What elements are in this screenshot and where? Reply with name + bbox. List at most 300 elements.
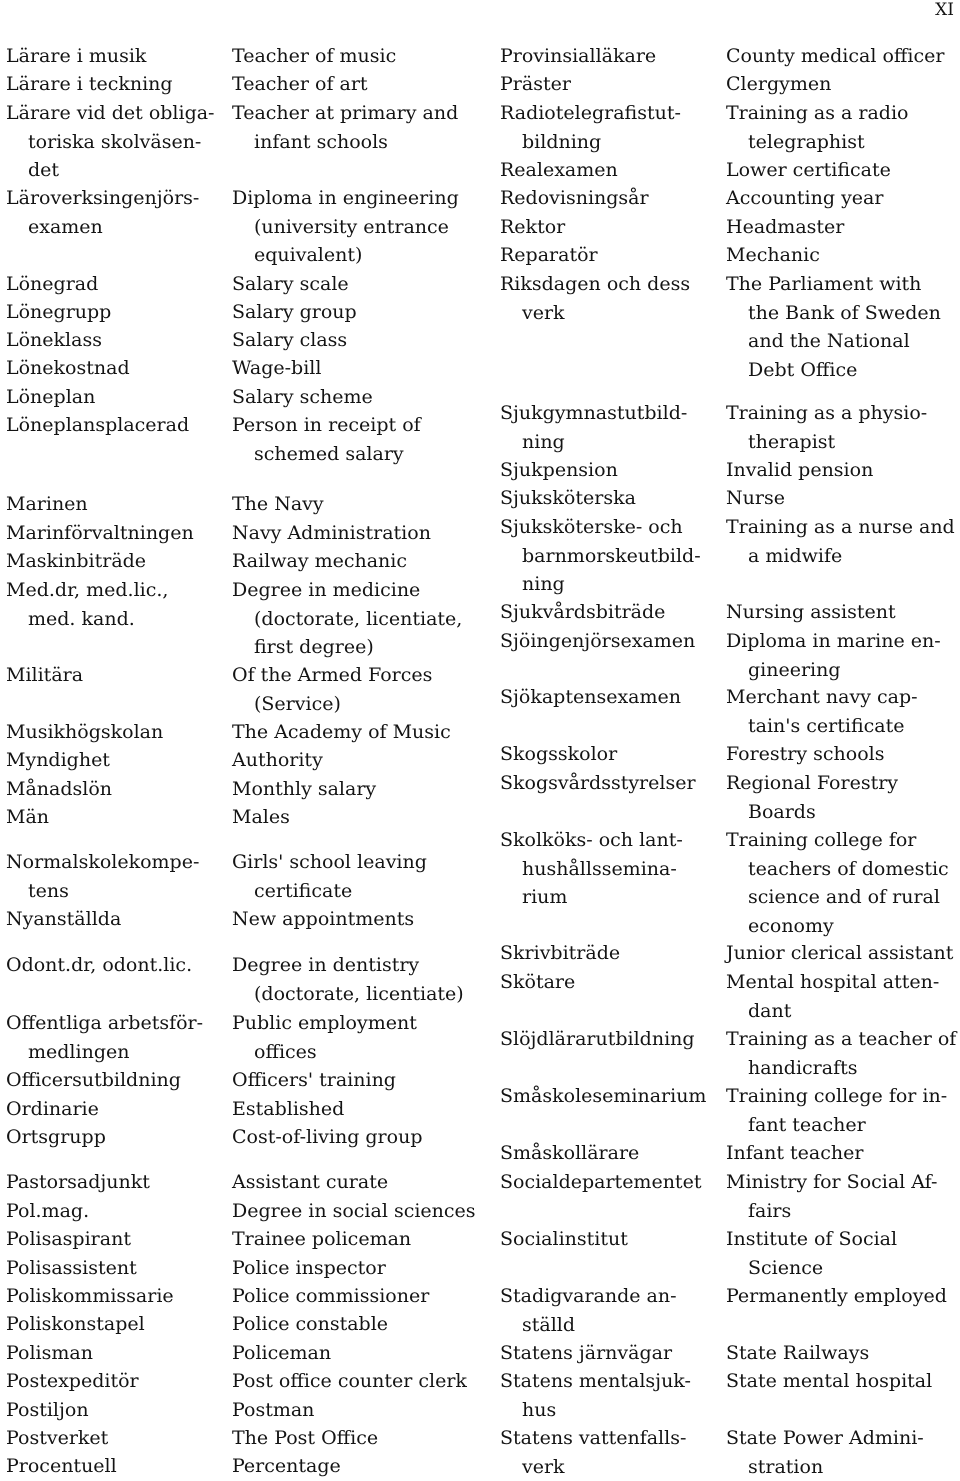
english-translation-entry xyxy=(726,513,955,570)
english-translation-entry xyxy=(232,383,373,412)
entry-line: Diploma in marine en- xyxy=(726,630,941,652)
entry-line: Marinförvaltningen xyxy=(6,522,194,544)
entry-line: Percentage xyxy=(232,1455,341,1477)
entry-line: Person in receipt of xyxy=(232,414,421,436)
swedish-term-entry xyxy=(6,1095,99,1124)
swedish-term-entry xyxy=(6,519,194,548)
entry-line: Railway mechanic xyxy=(232,550,408,572)
swedish-term-entry xyxy=(500,513,701,599)
entry-line: Poliskommissarie xyxy=(6,1285,174,1307)
swedish-term-entry xyxy=(6,576,168,633)
english-translation-entry xyxy=(726,939,953,968)
english-translation-entry xyxy=(726,1367,932,1396)
english-translation-entry xyxy=(232,270,349,299)
entry-line: Postman xyxy=(232,1399,315,1421)
swedish-term-entry xyxy=(500,769,696,798)
entry-continuation-line: fant teacher xyxy=(748,1113,866,1136)
swedish-term-entry xyxy=(500,627,695,656)
swedish-term-entry xyxy=(500,42,656,71)
entry-line: Police commissioner xyxy=(232,1285,430,1307)
swedish-term-entry xyxy=(6,951,192,980)
entry-continuation-line: Boards xyxy=(748,800,816,823)
english-translation-entry xyxy=(726,241,820,270)
entry-continuation-line: certificate xyxy=(254,879,353,902)
entry-line: Wage-bill xyxy=(232,357,322,379)
swedish-term-entry xyxy=(6,803,49,832)
entry-line: Riksdagen och dess xyxy=(500,273,691,295)
swedish-term-entry xyxy=(6,1452,117,1481)
english-translation-entry xyxy=(232,326,347,355)
english-translation-entry xyxy=(726,627,941,684)
entry-continuation-line: the Bank of Sweden xyxy=(748,301,941,324)
entry-line: State Railways xyxy=(726,1342,870,1364)
english-translation-entry xyxy=(726,1424,924,1481)
swedish-term-entry xyxy=(6,1282,174,1311)
swedish-term-entry xyxy=(500,1168,701,1197)
entry-line: Ministry for Social Af- xyxy=(726,1171,938,1193)
swedish-term-entry xyxy=(6,1424,108,1453)
entry-line: Skolköks- och lant- xyxy=(500,829,683,851)
english-translation-entry xyxy=(232,1066,396,1095)
entry-continuation-line: hushållssemina- xyxy=(522,857,677,880)
entry-line: Diploma in engineering xyxy=(232,187,459,209)
entry-continuation-line: tain's certificate xyxy=(748,714,905,737)
english-translation-entry xyxy=(726,99,909,156)
english-translation-entry xyxy=(232,848,427,905)
entry-line: Redovisningsår xyxy=(500,187,649,209)
entry-continuation-line: a midwife xyxy=(748,544,843,567)
entry-line: Skrivbiträde xyxy=(500,942,621,964)
entry-continuation-line: Science xyxy=(748,1256,824,1279)
english-translation-entry xyxy=(726,826,949,940)
entry-line: Training as a teacher of xyxy=(726,1028,957,1050)
entry-continuation-line: verk xyxy=(522,301,565,324)
entry-continuation-line: economy xyxy=(748,914,834,937)
entry-line: Salary scheme xyxy=(232,386,373,408)
entry-line: Sjuksköterske- och xyxy=(500,516,683,538)
entry-line: Polisassistent xyxy=(6,1257,137,1279)
english-translation-entry xyxy=(232,1339,331,1368)
english-translation-entry xyxy=(232,1396,314,1425)
entry-line: Radiotelegrafistut- xyxy=(500,102,681,124)
entry-line: Poliskonstapel xyxy=(6,1313,145,1335)
swedish-term-entry xyxy=(500,270,690,327)
english-translation-entry xyxy=(232,547,407,576)
page-number: XI xyxy=(935,0,954,20)
entry-line: Mental hospital atten- xyxy=(726,971,940,993)
entry-line: Training as a nurse and xyxy=(726,516,955,538)
swedish-term-entry xyxy=(6,383,95,412)
entry-line: Polisaspirant xyxy=(6,1228,131,1250)
entry-continuation-line: (university entrance xyxy=(254,215,449,238)
entry-continuation-line: det xyxy=(28,159,60,181)
english-translation-entry xyxy=(726,1282,947,1311)
swedish-term-entry xyxy=(500,241,598,270)
english-translation-entry xyxy=(232,576,462,662)
entry-line: Salary group xyxy=(232,301,357,323)
swedish-term-entry xyxy=(6,1009,203,1066)
english-translation-entry xyxy=(232,519,431,548)
entry-continuation-line: rium xyxy=(522,886,568,908)
entry-line: Med.dr, med.lic., xyxy=(6,579,169,601)
entry-line: Ordinarie xyxy=(6,1098,99,1120)
swedish-term-entry xyxy=(6,775,112,804)
entry-line: The Parliament with xyxy=(726,273,922,295)
entry-continuation-line: and the National xyxy=(748,330,910,352)
english-translation-entry xyxy=(232,1225,411,1254)
entry-line: Skötare xyxy=(500,971,576,993)
entry-line: Stadigvarande an- xyxy=(500,1285,677,1307)
english-translation-entry xyxy=(232,718,451,747)
english-translation-entry xyxy=(232,354,321,383)
entry-line: Teacher of music xyxy=(232,45,397,67)
english-translation-entry xyxy=(232,1123,422,1152)
english-translations-column-left xyxy=(232,0,494,1481)
entry-continuation-line: (doctorate, licentiate) xyxy=(254,982,464,1005)
entry-line: Pastorsadjunkt xyxy=(6,1171,150,1193)
entry-line: Postverket xyxy=(6,1427,109,1449)
entry-line: Forestry schools xyxy=(726,743,885,765)
swedish-term-entry xyxy=(6,718,163,747)
entry-line: Accounting year xyxy=(726,187,884,209)
entry-continuation-line: gineering xyxy=(748,658,841,681)
english-translation-entry xyxy=(726,184,883,213)
english-translation-entry xyxy=(232,1452,341,1481)
swedish-term-entry xyxy=(6,547,146,576)
entry-line: Public employment xyxy=(232,1012,417,1034)
entry-line: Sjökaptensexamen xyxy=(500,686,682,708)
swedish-term-entry xyxy=(6,270,98,299)
swedish-term-entry xyxy=(500,968,575,997)
entry-line: Degree in medicine xyxy=(232,579,421,601)
entry-line: Socialinstitut xyxy=(500,1228,628,1250)
entry-continuation-line: telegraphist xyxy=(748,130,865,153)
entry-continuation-line: equivalent) xyxy=(254,244,363,266)
swedish-term-entry xyxy=(6,1066,181,1095)
swedish-term-entry xyxy=(6,1310,145,1339)
swedish-term-entry xyxy=(6,905,121,934)
entry-line: Lärare i musik xyxy=(6,45,147,67)
english-translation-entry xyxy=(726,1339,869,1368)
swedish-term-entry xyxy=(6,70,173,99)
entry-continuation-line: science and of rural xyxy=(748,886,940,908)
swedish-term-entry xyxy=(6,661,83,690)
entry-line: Officers' training xyxy=(232,1069,396,1091)
entry-continuation-line: (Service) xyxy=(254,692,341,715)
entry-line: Teacher at primary and xyxy=(232,102,459,124)
entry-line: Authority xyxy=(232,749,323,771)
english-translations-column-right xyxy=(726,0,960,1481)
entry-line: Salary scale xyxy=(232,273,349,295)
swedish-term-entry xyxy=(6,1396,89,1425)
entry-line: Invalid pension xyxy=(726,459,874,481)
entry-line: Ortsgrupp xyxy=(6,1126,106,1148)
entry-line: Präster xyxy=(500,73,571,95)
swedish-term-entry xyxy=(500,213,565,242)
entry-line: Monthly salary xyxy=(232,778,377,800)
english-translation-entry xyxy=(232,1009,417,1066)
entry-continuation-line: toriska skolväsen- xyxy=(28,130,202,153)
entry-line: Myndighet xyxy=(6,749,110,771)
swedish-term-entry xyxy=(500,156,618,185)
swedish-term-entry xyxy=(6,1339,93,1368)
entry-continuation-line: examen xyxy=(28,215,103,238)
entry-line: Socialdepartementet xyxy=(500,1171,702,1193)
entry-line: Löneplan xyxy=(6,386,96,408)
english-translation-entry xyxy=(726,769,898,826)
entry-line: Slöjdlärarutbildning xyxy=(500,1028,695,1050)
entry-continuation-line: ställd xyxy=(522,1313,576,1336)
entry-continuation-line: infant schools xyxy=(254,130,388,153)
entry-line: Procentuell xyxy=(6,1455,117,1477)
entry-line: Infant teacher xyxy=(726,1142,864,1164)
entry-line: Reparatör xyxy=(500,244,598,266)
entry-continuation-line: med. kand. xyxy=(28,607,135,630)
entry-line: Trainee policeman xyxy=(232,1228,412,1250)
entry-line: Offentliga arbetsför- xyxy=(6,1012,204,1034)
entry-line: Pol.mag. xyxy=(6,1200,90,1222)
swedish-term-entry xyxy=(500,399,687,456)
entry-line: The Navy xyxy=(232,493,324,515)
entry-line: Clergymen xyxy=(726,73,832,95)
entry-line: Musikhögskolan xyxy=(6,721,164,743)
swedish-terms-column-left xyxy=(6,0,226,1481)
swedish-term-entry xyxy=(6,411,189,440)
entry-continuation-line: bildning xyxy=(522,130,602,153)
entry-line: Assistant curate xyxy=(232,1171,389,1193)
entry-continuation-line: offices xyxy=(254,1040,317,1063)
entry-line: The Post Office xyxy=(232,1427,379,1449)
english-translation-entry xyxy=(726,213,844,242)
entry-line: Training as a radio xyxy=(726,102,909,124)
entry-line: Established xyxy=(232,1098,345,1120)
entry-line: Lönegrupp xyxy=(6,301,112,323)
entry-line: Skogsskolor xyxy=(500,743,618,765)
english-translation-entry xyxy=(726,484,785,513)
entry-line: Normalskolekompe- xyxy=(6,851,200,873)
entry-line: Sjukpension xyxy=(500,459,618,481)
swedish-terms-column-right xyxy=(500,0,720,1481)
entry-line: Navy Administration xyxy=(232,522,431,544)
english-translation-entry xyxy=(232,951,464,1008)
entry-continuation-line: barnmorskeutbild- xyxy=(522,544,701,567)
entry-line: Rektor xyxy=(500,216,566,238)
entry-line: Löneklass xyxy=(6,329,102,351)
entry-line: State mental hospital xyxy=(726,1370,933,1392)
entry-continuation-line: ning xyxy=(522,430,565,453)
english-translation-entry xyxy=(726,598,896,627)
english-translation-entry xyxy=(232,411,421,468)
entry-continuation-line: ning xyxy=(522,573,565,595)
entry-line: Degree in dentistry xyxy=(232,954,420,976)
entry-line: Löneplansplacerad xyxy=(6,414,190,436)
english-translation-entry xyxy=(232,1282,429,1311)
entry-line: Males xyxy=(232,806,290,828)
entry-line: Realexamen xyxy=(500,159,618,181)
english-translation-entry xyxy=(232,746,323,775)
english-translation-entry xyxy=(232,803,290,832)
swedish-term-entry xyxy=(6,1254,137,1283)
entry-line: Statens järnvägar xyxy=(500,1342,673,1364)
swedish-term-entry xyxy=(500,826,683,912)
entry-line: Nursing assistent xyxy=(726,601,896,623)
entry-continuation-line: tens xyxy=(28,879,69,902)
english-translation-entry xyxy=(726,70,831,99)
entry-line: Mechanic xyxy=(726,244,820,266)
entry-line: Nyanställda xyxy=(6,908,122,930)
swedish-term-entry xyxy=(500,1139,639,1168)
entry-continuation-line: (doctorate, licentiate, xyxy=(254,607,463,630)
swedish-term-entry xyxy=(500,1225,628,1254)
english-translation-entry xyxy=(726,270,941,384)
entry-line: The Academy of Music xyxy=(232,721,451,743)
english-translation-entry xyxy=(726,1168,937,1225)
english-translation-entry xyxy=(726,1139,863,1168)
entry-line: Cost-of-living group xyxy=(232,1126,423,1148)
swedish-term-entry xyxy=(500,70,571,99)
swedish-term-entry xyxy=(500,1424,686,1481)
entry-continuation-line: stration xyxy=(748,1455,824,1478)
entry-line: Postiljon xyxy=(6,1399,89,1421)
entry-line: Marinen xyxy=(6,493,88,515)
entry-continuation-line: handicrafts xyxy=(748,1056,858,1079)
entry-line: Odont.dr, odont.lic. xyxy=(6,954,193,976)
english-translation-entry xyxy=(726,42,944,71)
swedish-term-entry xyxy=(6,42,146,71)
entry-line: Lärare i teckning xyxy=(6,73,173,95)
entry-line: Salary class xyxy=(232,329,348,351)
english-translation-entry xyxy=(232,70,368,99)
entry-line: Lönegrad xyxy=(6,273,99,295)
entry-line: Police constable xyxy=(232,1313,389,1335)
swedish-term-entry xyxy=(6,746,110,775)
entry-line: Officersutbildning xyxy=(6,1069,181,1091)
entry-line: Institute of Social xyxy=(726,1228,898,1250)
entry-continuation-line: Debt Office xyxy=(748,358,858,381)
entry-line: New appointments xyxy=(232,908,415,930)
entry-line: County medical officer xyxy=(726,45,945,67)
entry-line: Sjöingenjörsexamen xyxy=(500,630,696,652)
entry-line: Statens vattenfalls- xyxy=(500,1427,687,1449)
english-translation-entry xyxy=(726,1225,897,1282)
english-translation-entry xyxy=(726,156,891,185)
entry-line: Regional Forestry xyxy=(726,772,899,794)
entry-line: Police inspector xyxy=(232,1257,386,1279)
english-translation-entry xyxy=(232,1254,386,1283)
entry-line: Maskinbiträde xyxy=(6,550,147,572)
entry-line: Lönekostnad xyxy=(6,357,130,379)
english-translation-entry xyxy=(232,661,432,718)
swedish-term-entry xyxy=(6,1197,89,1226)
entry-line: Teacher of art xyxy=(232,73,368,95)
english-translation-entry xyxy=(726,1082,947,1139)
english-translation-entry xyxy=(232,42,396,71)
entry-continuation-line: teachers of domestic xyxy=(748,857,949,880)
english-translation-entry xyxy=(232,184,459,270)
entry-line: Statens mentalsjuk- xyxy=(500,1370,691,1392)
entry-line: Training college for xyxy=(726,829,917,851)
english-translation-entry xyxy=(726,1025,956,1082)
entry-line: Provinsialläkare xyxy=(500,45,657,67)
swedish-term-entry xyxy=(500,456,618,485)
swedish-term-entry xyxy=(500,939,620,968)
swedish-term-entry xyxy=(500,1025,695,1054)
entry-continuation-line: first degree) xyxy=(254,636,374,658)
swedish-term-entry xyxy=(500,1282,677,1339)
entry-line: Of the Armed Forces xyxy=(232,664,433,686)
entry-line: Polisman xyxy=(6,1342,93,1364)
entry-line: Training college for in- xyxy=(726,1085,948,1107)
entry-line: Sjuksköterska xyxy=(500,487,636,509)
entry-continuation-line: medlingen xyxy=(28,1040,130,1063)
entry-line: Lärare vid det obliga- xyxy=(6,102,215,124)
entry-line: Sjukgymnastutbild- xyxy=(500,402,688,424)
entry-continuation-line: verk xyxy=(522,1455,565,1478)
entry-line: Post office counter clerk xyxy=(232,1370,467,1392)
english-translation-entry xyxy=(232,99,458,156)
english-translation-entry xyxy=(232,298,357,327)
entry-line: Småskollärare xyxy=(500,1142,640,1164)
entry-line: Training as a physio- xyxy=(726,402,928,424)
english-translation-entry xyxy=(726,683,918,740)
entry-line: Degree in social sciences xyxy=(232,1200,476,1222)
swedish-term-entry xyxy=(500,1367,691,1424)
entry-line: Nurse xyxy=(726,487,785,509)
swedish-term-entry xyxy=(6,326,102,355)
entry-line: Småskoleseminarium xyxy=(500,1085,707,1107)
entry-line: Läroverksingenjörs- xyxy=(6,187,200,209)
swedish-term-entry xyxy=(6,848,199,905)
entry-line: Militära xyxy=(6,664,84,686)
english-translation-entry xyxy=(232,490,324,519)
swedish-term-entry xyxy=(6,1168,150,1197)
english-translation-entry xyxy=(726,968,939,1025)
entry-line: Policeman xyxy=(232,1342,332,1364)
entry-line: Merchant navy cap- xyxy=(726,686,918,708)
swedish-term-entry xyxy=(500,184,649,213)
swedish-term-entry xyxy=(6,99,214,185)
swedish-term-entry xyxy=(500,1339,672,1368)
entry-line: Permanently employed xyxy=(726,1285,947,1307)
english-translation-entry xyxy=(232,1367,467,1396)
english-translation-entry xyxy=(232,775,376,804)
english-translation-entry xyxy=(726,399,927,456)
entry-continuation-line: dant xyxy=(748,999,792,1022)
swedish-term-entry xyxy=(500,683,681,712)
entry-line: Skogsvårdsstyrelser xyxy=(500,772,696,794)
swedish-term-entry xyxy=(500,484,636,513)
english-translation-entry xyxy=(232,1095,344,1124)
swedish-term-entry xyxy=(500,99,681,156)
entry-continuation-line: schemed salary xyxy=(254,442,404,465)
english-translation-entry xyxy=(232,905,414,934)
entry-line: Män xyxy=(6,806,50,828)
english-translation-entry xyxy=(726,740,885,769)
swedish-term-entry xyxy=(500,598,665,627)
entry-line: Postexpeditör xyxy=(6,1370,139,1392)
swedish-term-entry xyxy=(500,740,617,769)
swedish-term-entry xyxy=(6,1225,131,1254)
entry-continuation-line: therapist xyxy=(748,430,836,453)
swedish-term-entry xyxy=(6,354,130,383)
english-translation-entry xyxy=(726,456,873,485)
swedish-term-entry xyxy=(500,1082,706,1111)
entry-line: Sjukvårdsbiträde xyxy=(500,601,666,623)
english-translation-entry xyxy=(232,1310,388,1339)
entry-line: State Power Admini- xyxy=(726,1427,924,1449)
english-translation-entry xyxy=(232,1168,388,1197)
swedish-term-entry xyxy=(6,490,88,519)
